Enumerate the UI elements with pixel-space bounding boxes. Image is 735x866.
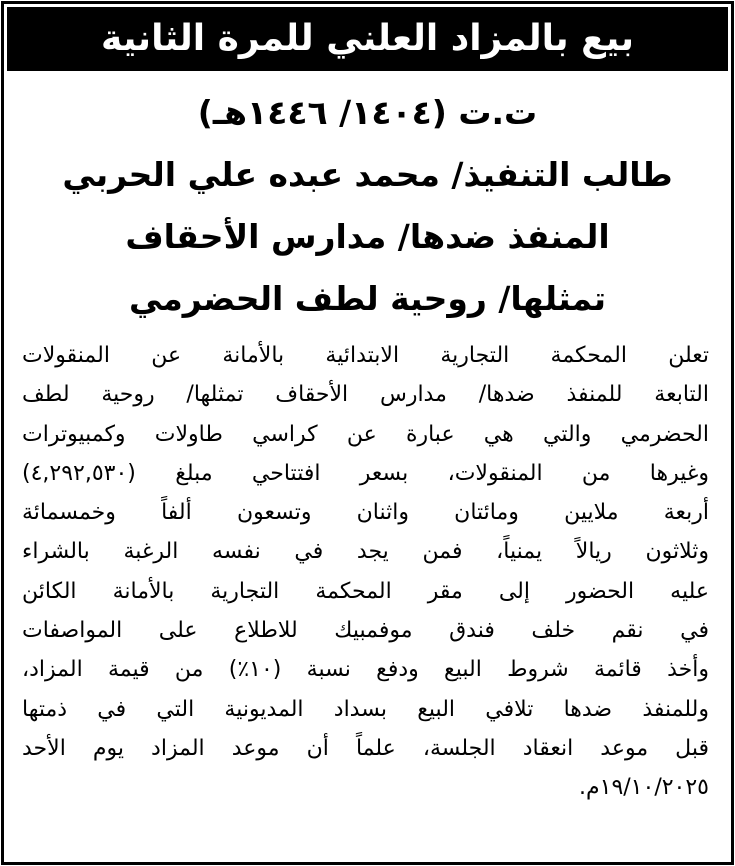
body-line: أربعة ملايين ومائتان واثنان وتسعون ألفاً وخمسمائة bbox=[22, 500, 709, 526]
body-line: عليه الحضور إلى مقر المحكمة التجارية بالأمانة الكائن bbox=[22, 578, 709, 604]
auction-date-line: ١٩/١٠/٢٠٢٥م. bbox=[579, 775, 709, 801]
respondent-name: المنفذ ضدها/ مدارس الأحقاف bbox=[125, 217, 610, 256]
body-line: وثلاثون ريالاً يمنياً، فمن يجد في نفسه الرغبة بالشراء bbox=[22, 539, 709, 565]
body-line: في نقم خلف فندق موفمبيك للاطلاع على المواصفات bbox=[22, 618, 709, 644]
body-line: وللمنفذ ضدها تلافي البيع بسداد المديونية التي في ذمتها bbox=[22, 696, 709, 722]
body-line: قبل موعد انعقاد الجلسة، علماً أن موعد المزاد يوم الأحد bbox=[22, 735, 709, 761]
announcement-title-banner: بيع بالمزاد العلني للمرة الثانية bbox=[7, 7, 728, 71]
case-number: ت.ت (١٤٠٤/ ١٤٤٦هـ) bbox=[197, 93, 538, 132]
case-details bbox=[4, 82, 731, 330]
applicant-name: طالب التنفيذ/ محمد عبده علي الحربي bbox=[62, 155, 673, 194]
announcement-body bbox=[22, 336, 709, 808]
body-line: وغيرها من المنقولات، بسعر افتتاحي مبلغ (٤,٢٩٢,٥٣٠) bbox=[22, 460, 709, 486]
body-line: وأخذ قائمة شروط البيع ودفع نسبة (١٠٪) من قيمة المزاد، bbox=[22, 657, 709, 683]
body-line: التابعة للمنفذ ضدها/ مدارس الأحقاف تمثلها/ روحية لطف bbox=[22, 382, 709, 408]
body-line: تعلن المحكمة التجارية الابتدائية بالأمانة عن المنقولات bbox=[22, 343, 709, 368]
representative-name: تمثلها/ روحية لطف الحضرمي bbox=[128, 279, 607, 318]
announcement-frame bbox=[1, 1, 734, 865]
body-line: الحضرمي والتي هي عبارة عن كراسي طاولات وكمبيوترات bbox=[22, 421, 709, 447]
